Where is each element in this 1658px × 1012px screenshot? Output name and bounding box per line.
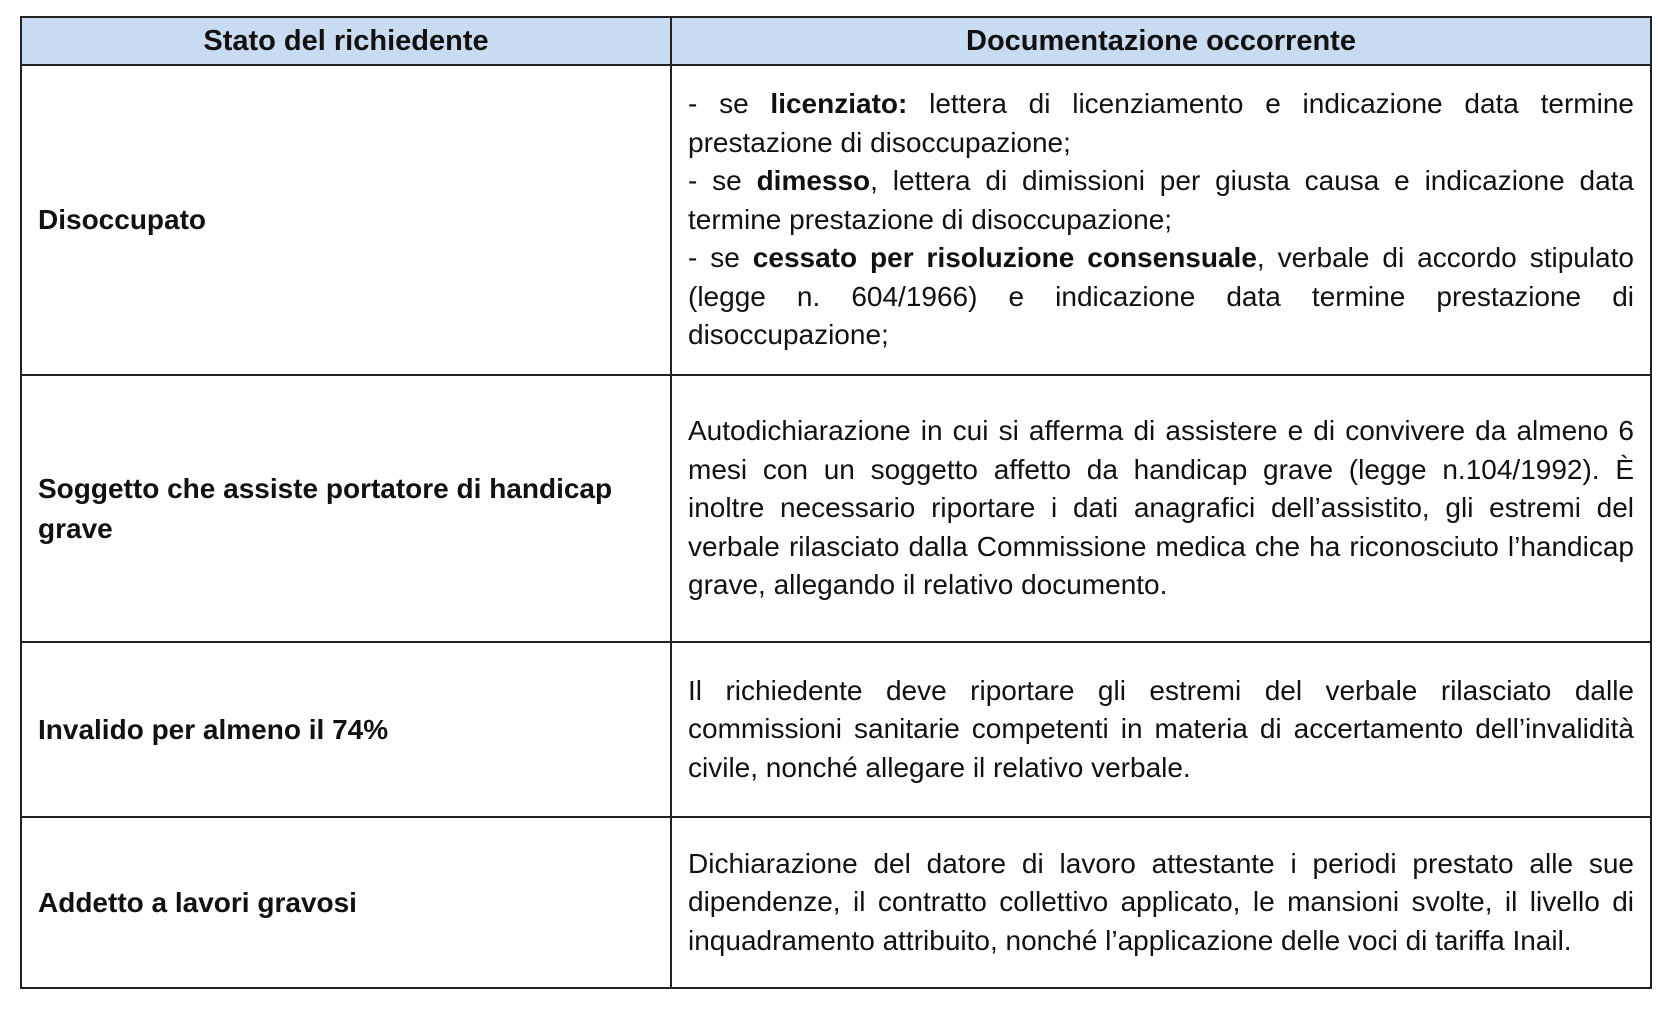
item-prefix: - se xyxy=(688,88,771,120)
table-row xyxy=(21,375,1651,642)
item-bold: licenziato: xyxy=(770,88,908,120)
stato-cell: Disoccupato xyxy=(21,65,671,375)
item-text: , verbale di accordo stipulato (legge n. 604/1966) e indicazione data termine prestazione di disoccupazione; xyxy=(688,242,1634,351)
header-row xyxy=(21,17,1651,65)
item-bold: cessato per risoluzione consensuale xyxy=(752,242,1257,274)
documentazione-cell: Il richiedente deve riportare gli estremi del verbale rilasciato dalle commissioni sanitarie competenti in materia di accertamento dell’invalidità civile, nonché allegare il relativo verbale. xyxy=(671,642,1651,817)
header-stato: Stato del richiedente xyxy=(21,17,671,65)
table-row xyxy=(21,817,1651,988)
list-item xyxy=(688,239,1634,355)
documentazione-cell xyxy=(671,65,1651,375)
stato-cell: Soggetto che assiste portatore di handicap grave xyxy=(21,375,671,642)
documentation-table xyxy=(20,16,1652,989)
stato-cell: Addetto a lavori gravosi xyxy=(21,817,671,988)
item-prefix: - se xyxy=(688,242,753,274)
table-row xyxy=(21,642,1651,817)
documentazione-cell: Dichiarazione del datore di lavoro attestante i periodi prestato alle sue dipendenze, il contratto collettivo applicato, le mansioni svolte, il livello di inquadramento attribuito, nonché l’applicazione delle voci di tariffa Inail. xyxy=(671,817,1651,988)
header-documentazione: Documentazione occorrente xyxy=(671,17,1651,65)
list-item xyxy=(688,162,1634,239)
item-prefix: - se xyxy=(688,165,757,197)
item-bold: dimesso xyxy=(756,165,871,197)
stato-cell: Invalido per almeno il 74% xyxy=(21,642,671,817)
documentazione-cell: Autodichiarazione in cui si afferma di assistere e di convivere da almeno 6 mesi con un soggetto affetto da handicap grave (legge n.104/1992). È inoltre necessario riportare i dati anagrafici dell’assistito, gli estremi del verbale rilasciato dalla Commissione medica che ha riconosciuto l’handicap grave, allegando il relativo documento. xyxy=(671,375,1651,642)
item-text: , lettera di dimissioni per giusta causa e indicazione data termine prestazione di disoccupazione; xyxy=(688,165,1634,235)
table-row xyxy=(21,65,1651,375)
list-item xyxy=(688,85,1634,162)
item-text: lettera di licenziamento e indicazione data termine prestazione di disoccupazione; xyxy=(688,88,1634,158)
